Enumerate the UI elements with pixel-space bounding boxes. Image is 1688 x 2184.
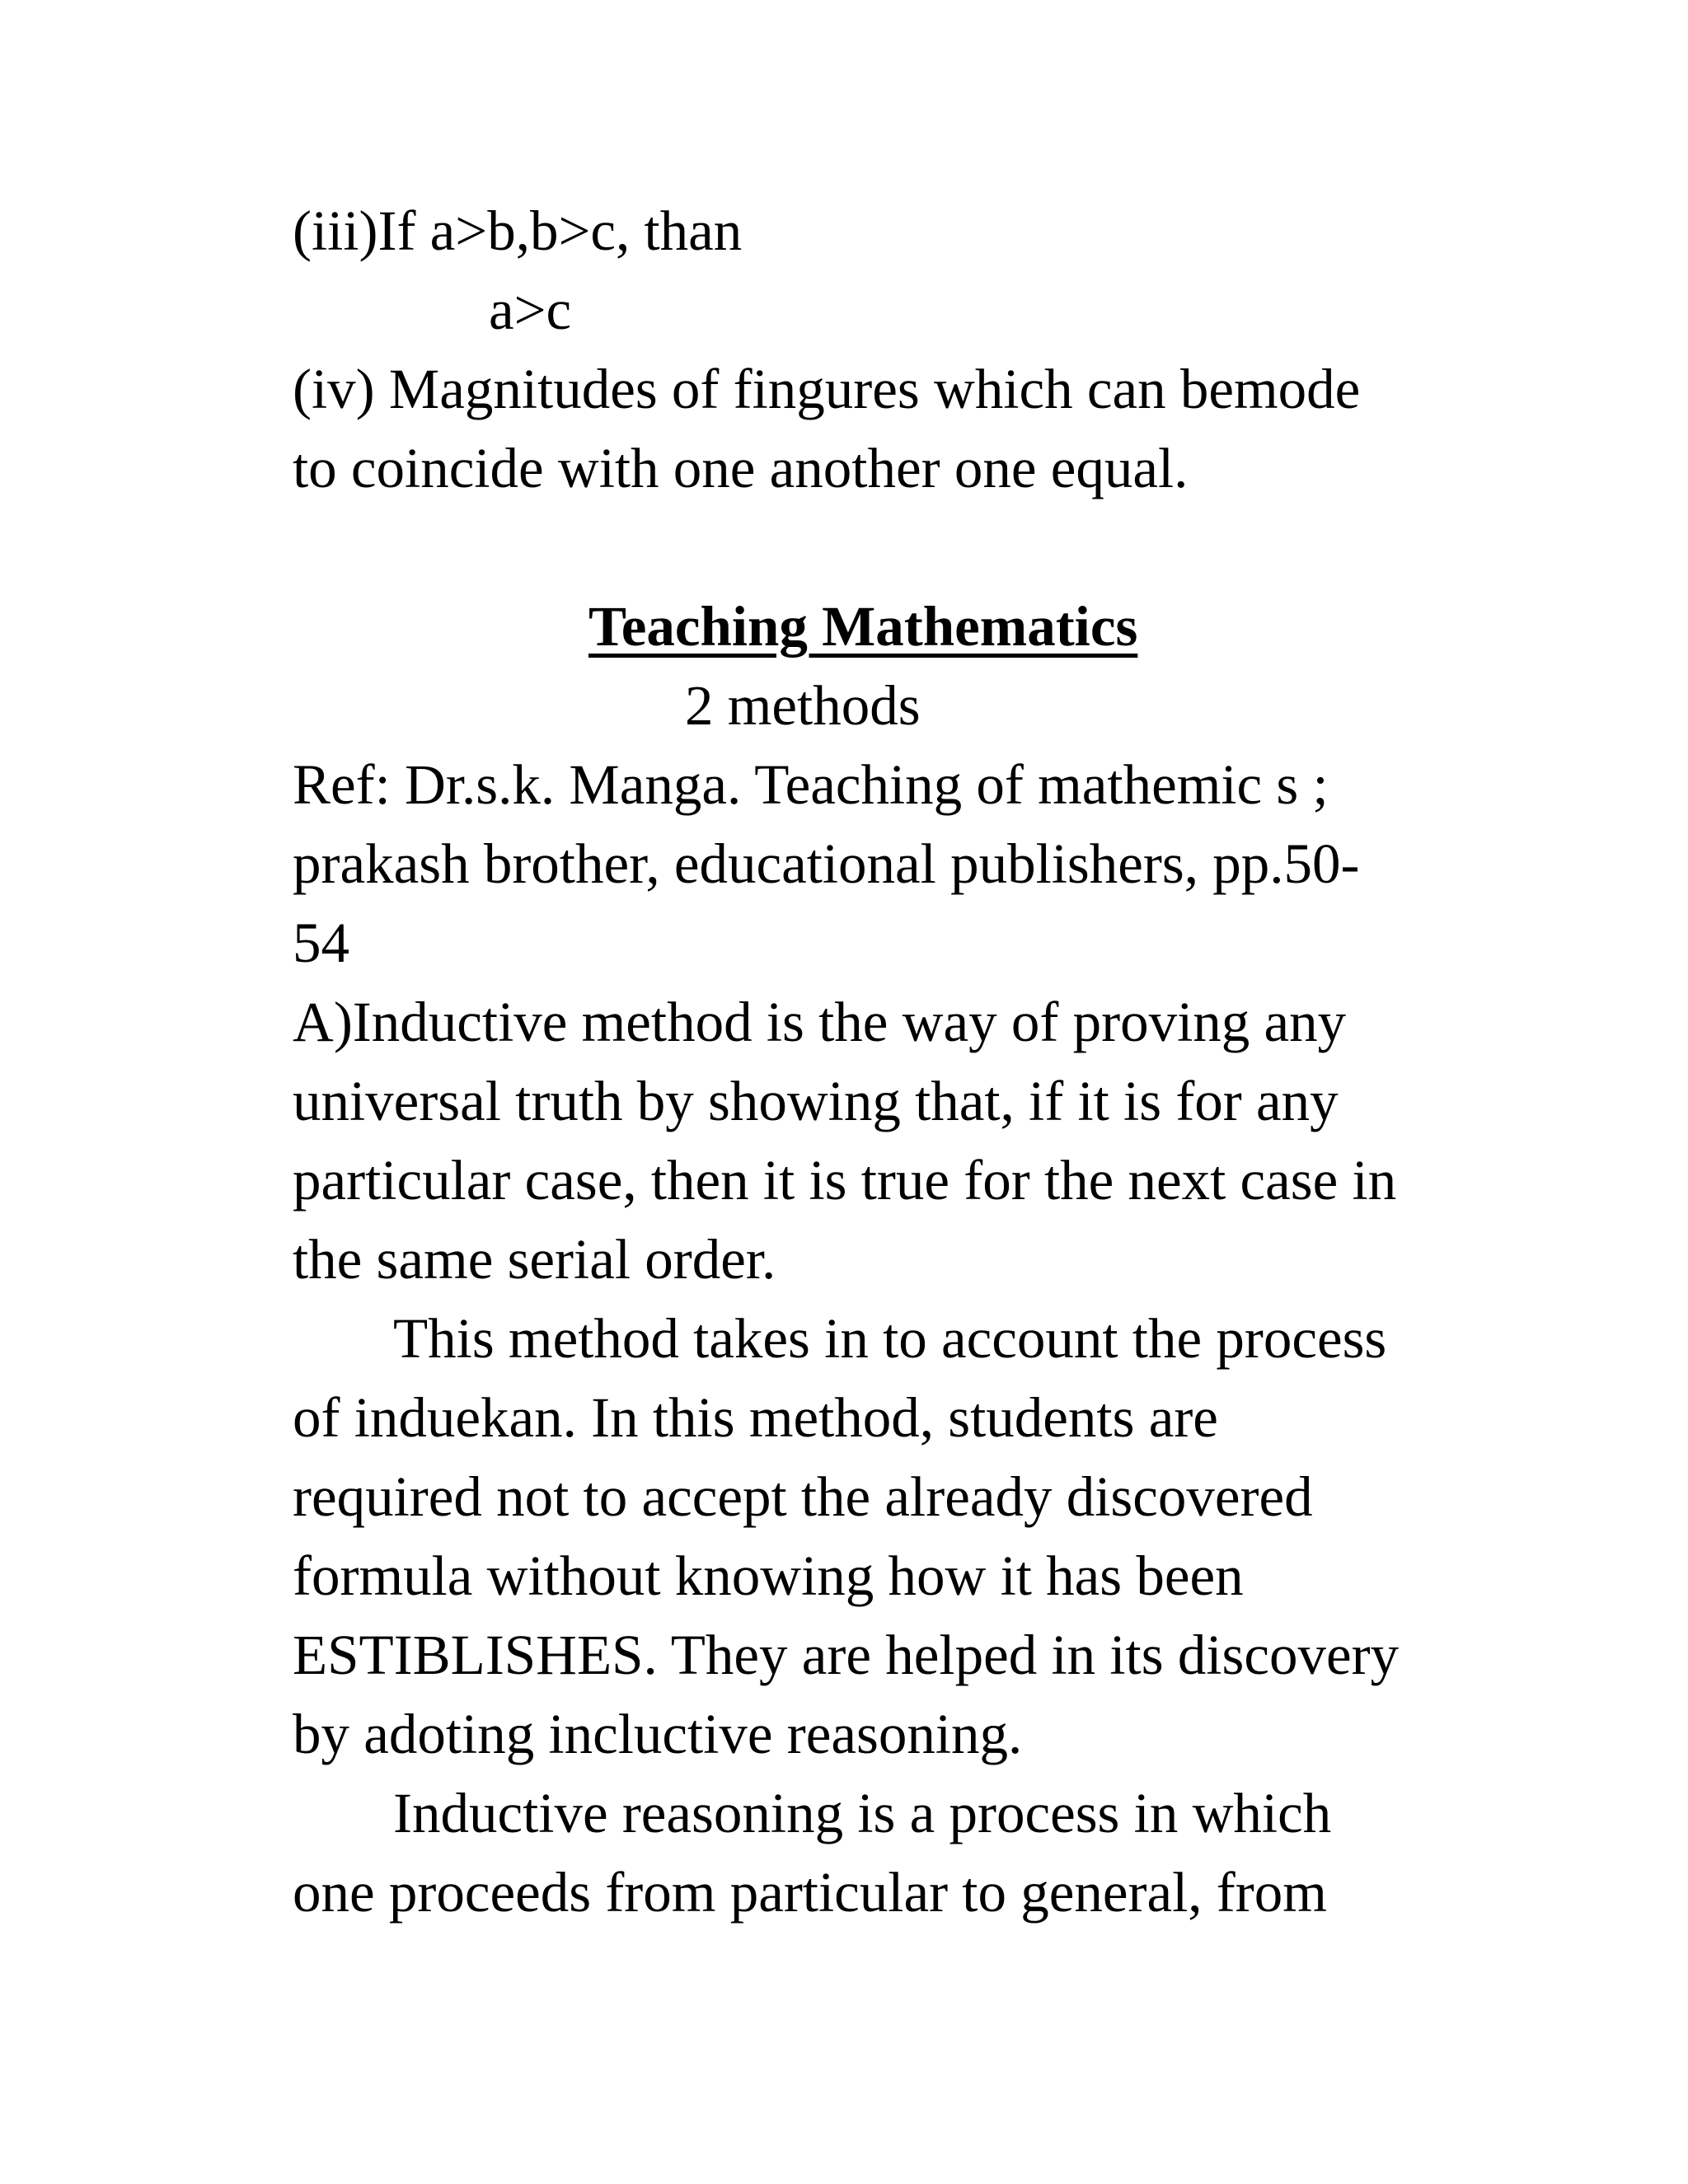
body-line: of induekan. In this method, students are (293, 1386, 1218, 1449)
body-line: ESTIBLISHES. They are helped in its discovery (293, 1624, 1400, 1686)
text-line: a>c (489, 279, 572, 341)
body-line: A)Inductive method is the way of proving any (293, 991, 1347, 1053)
reference-line: 54 (293, 912, 349, 974)
body-line: universal truth by showing that, if it is for any (293, 1070, 1339, 1132)
reference-line: Ref: Dr.s.k. Manga. Teaching of mathemic s ; (293, 753, 1329, 816)
text-line: (iv) Magnitudes of fingures which can bemode (293, 358, 1361, 420)
body-line: Inductive reasoning is a process in which (393, 1782, 1332, 1844)
body-line: one proceeds from particular to general, from (293, 1861, 1327, 1924)
body-line: required not to accept the already discovered (293, 1465, 1313, 1528)
body-line: formula without knowing how it has been (293, 1544, 1244, 1607)
reference-line: prakash brother, educational publishers, pp.50- (293, 832, 1360, 895)
section-subheading: 2 methods (685, 674, 921, 737)
text-line: to coincide with one another one equal. (293, 437, 1189, 499)
body-line: the same serial order. (293, 1228, 776, 1291)
body-line: by adoting incluctive reasoning. (293, 1703, 1023, 1765)
section-heading: Teaching Mathematics (588, 595, 1138, 658)
text-line: (iii)If a>b,b>c, than (293, 199, 743, 262)
body-line: particular case, then it is true for the next case in (293, 1149, 1397, 1212)
body-line: This method takes in to account the process (393, 1307, 1387, 1370)
